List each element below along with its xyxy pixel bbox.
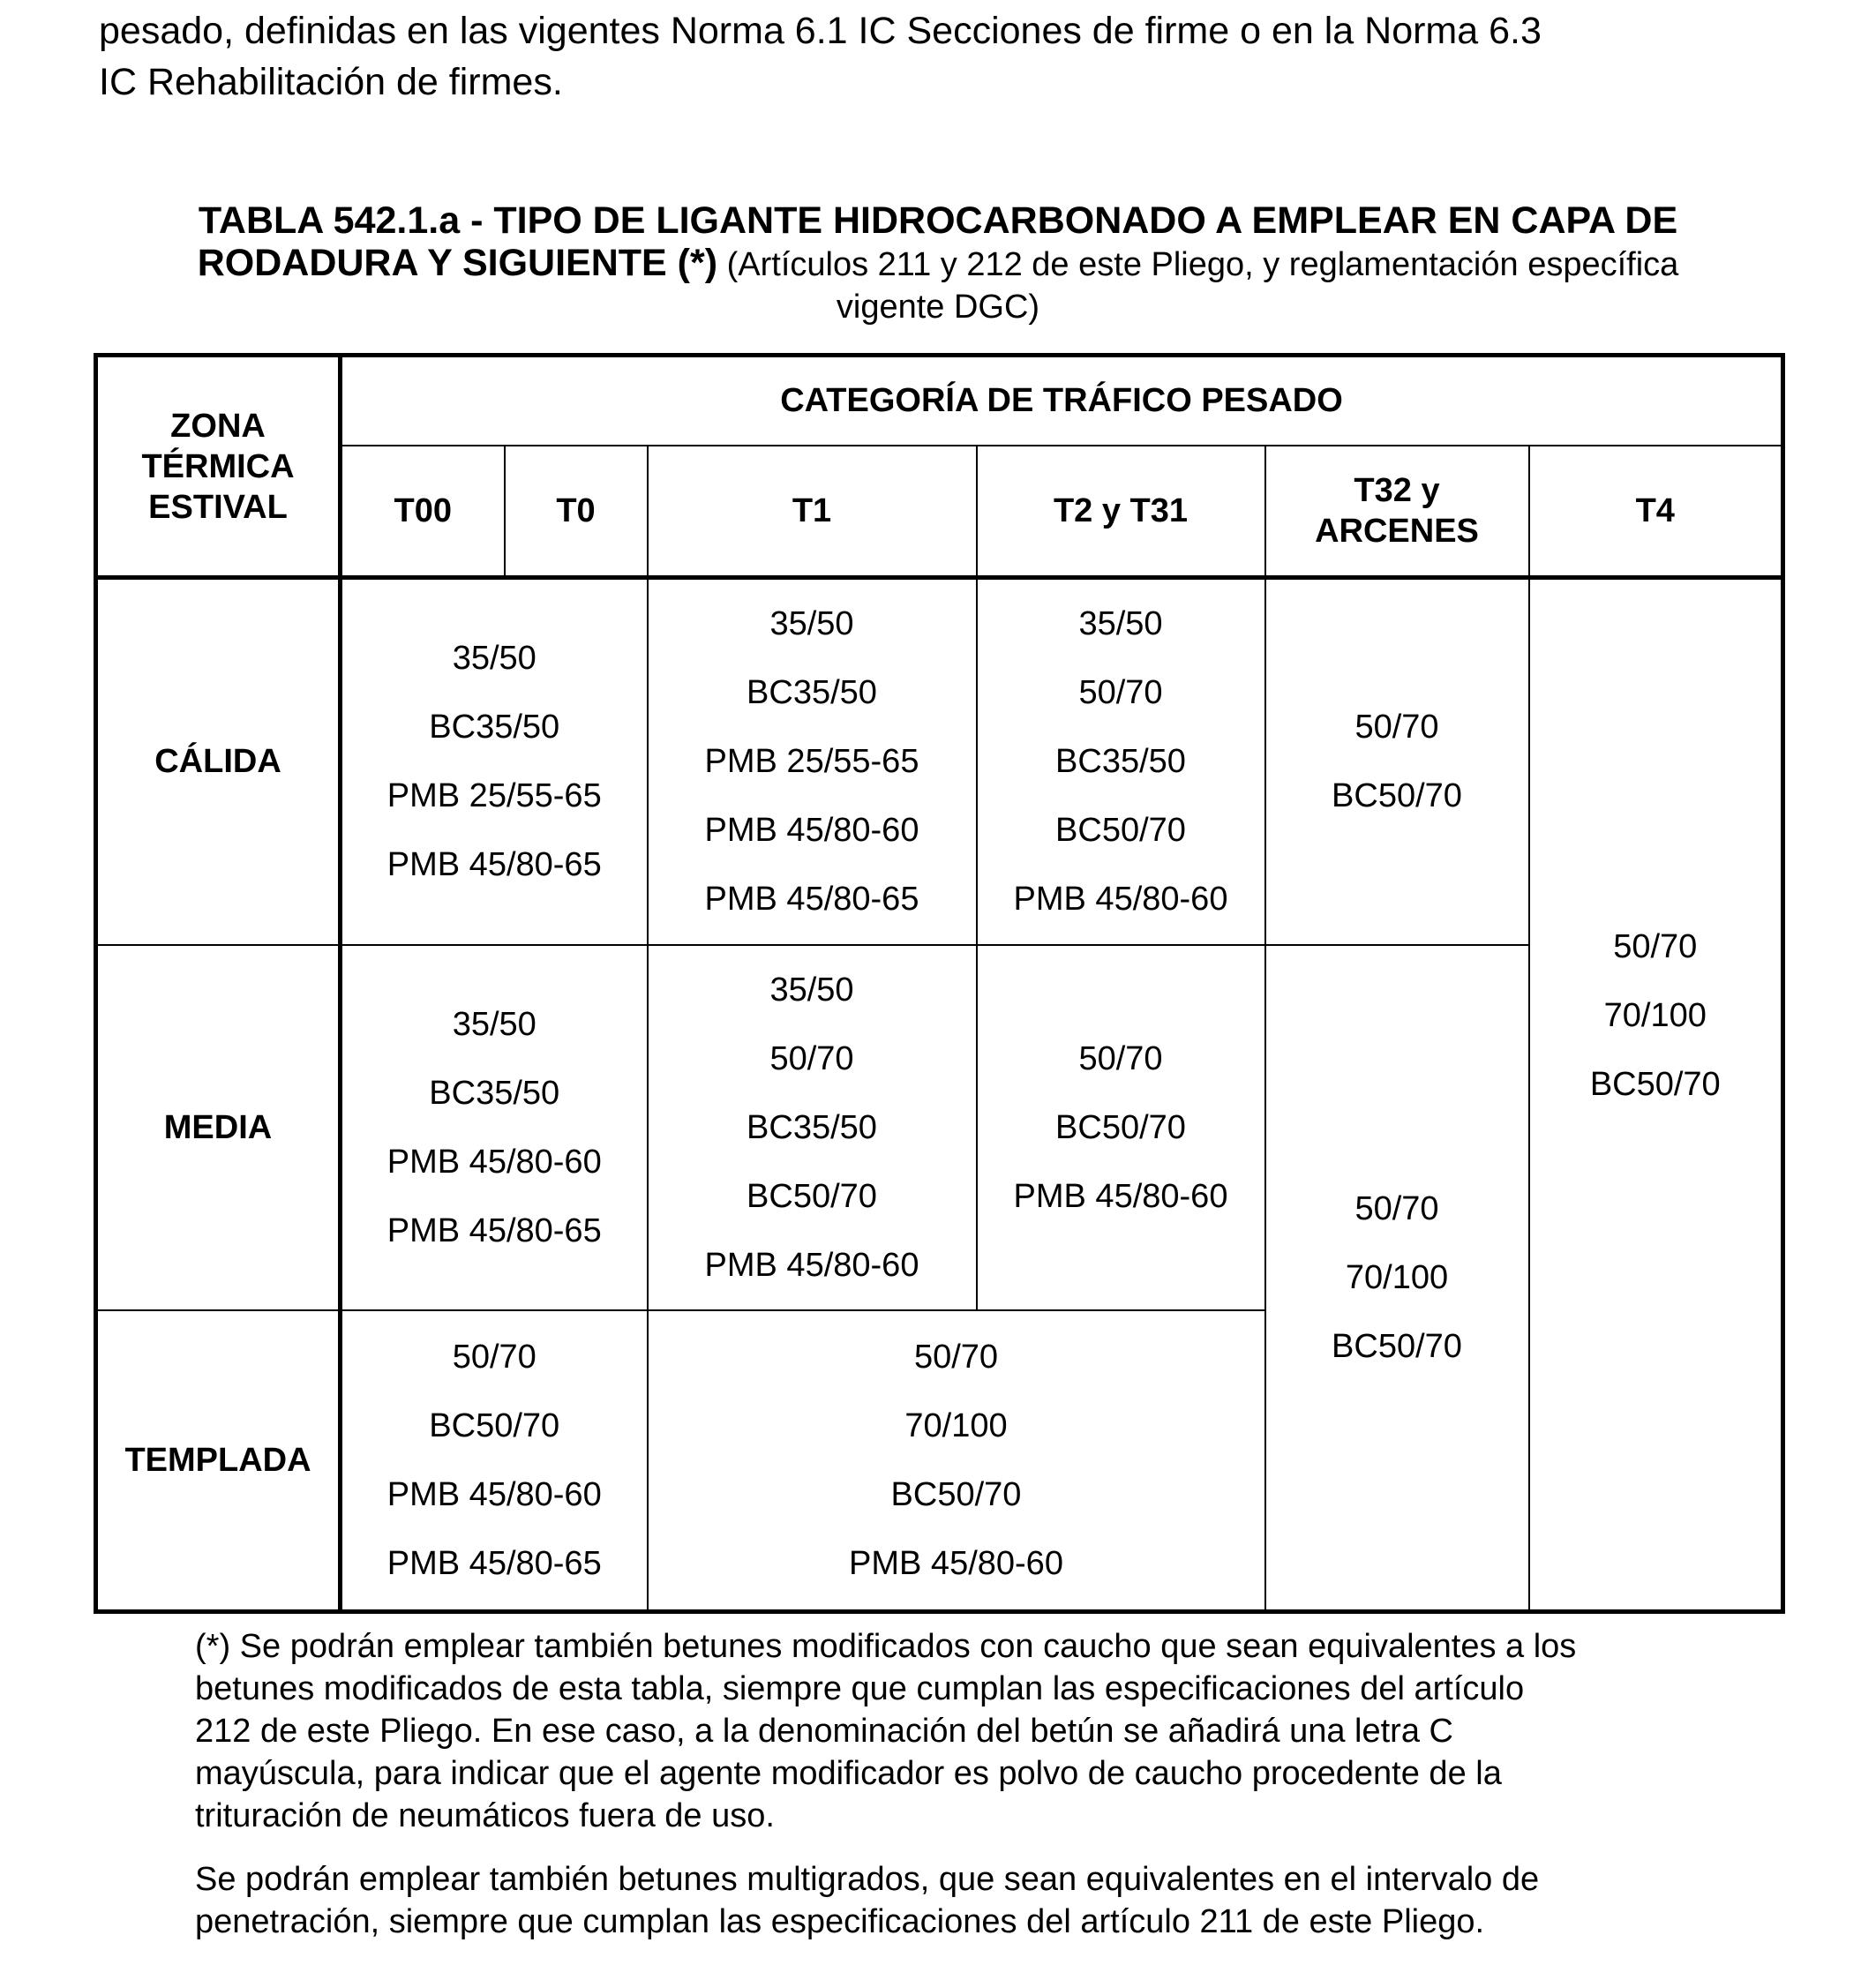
- note-line: mayúscula, para indicar que el agente modificador es polvo de caucho procedente de la: [195, 1755, 1502, 1792]
- binder-value: 35/50: [769, 971, 854, 1009]
- binder-value: 35/50: [452, 1005, 537, 1043]
- t4-spacer: [1530, 1119, 1782, 1278]
- binder-value: 50/70: [913, 1338, 999, 1376]
- binder-value: 50/70: [1354, 1189, 1439, 1227]
- note-line: penetración, siempre que cumplan las especificaciones del artículo 211 de este Pliego.: [195, 1903, 1485, 1940]
- binder-value: PMB 45/80-60: [1013, 881, 1228, 919]
- col-header-line: T32 y: [1354, 471, 1440, 509]
- intro-line: pesado, definidas en las vigentes Norma 6.1 IC Secciones de firme o en la Norma 6.3: [99, 10, 1542, 52]
- binder-value: BC50/70: [1332, 1327, 1462, 1365]
- binder-value: 50/70: [1354, 709, 1439, 746]
- cell-templada-t00-t0: [341, 1310, 648, 1612]
- binder-value: PMB 45/80-60: [704, 812, 919, 850]
- binder-value: BC35/50: [429, 1074, 560, 1112]
- note-multigrade: [163, 1858, 1700, 1943]
- cell-calida-t1: [648, 578, 977, 945]
- col-header-t1: T1: [648, 446, 977, 578]
- binder-value: 50/70: [1078, 674, 1163, 712]
- binder-value: PMB 45/80-65: [386, 1544, 602, 1582]
- category-header-cell: CATEGORÍA DE TRÁFICO PESADO: [341, 356, 1783, 446]
- binder-value: PMB 45/80-60: [386, 1475, 602, 1513]
- caption-line-3: vigente DGC): [836, 289, 1040, 326]
- caption-line-2: [99, 242, 1777, 286]
- zone-header-line: TÉRMICA: [141, 447, 295, 485]
- table-caption: [99, 199, 1777, 328]
- binder-value: 70/100: [1603, 996, 1707, 1034]
- note-line: (*) Se podrán emplear también betunes modificados con caucho que sean equivalentes a los: [195, 1628, 1577, 1665]
- binder-value: BC50/70: [890, 1475, 1022, 1513]
- cell-calida-t00-t0: [341, 578, 648, 945]
- col-header-t0: T0: [505, 446, 648, 578]
- caption-bold-part: RODADURA Y SIGUIENTE (*): [197, 242, 718, 284]
- binder-value: PMB 45/80-60: [386, 1143, 602, 1181]
- zone-calida: CÁLIDA: [96, 578, 341, 945]
- zone-header-line: ESTIVAL: [148, 488, 288, 526]
- binder-type-table: [94, 353, 1785, 1614]
- binder-value: 35/50: [1078, 605, 1163, 643]
- binder-value: BC35/50: [747, 1108, 877, 1146]
- cell-templada-t1-t2-t31: [648, 1310, 1265, 1612]
- table-notes: [163, 1625, 1700, 1943]
- binder-value: BC35/50: [747, 674, 877, 712]
- binder-value: PMB 25/55-65: [386, 777, 602, 815]
- binder-value: BC50/70: [1332, 777, 1462, 815]
- binder-value: 50/70: [769, 1039, 854, 1077]
- col-header-t32-arcenes: [1265, 446, 1529, 578]
- col-header-t2-t31: T2 y T31: [977, 446, 1265, 578]
- binder-value: BC50/70: [747, 1177, 877, 1215]
- cell-t4-all-zones: [1529, 578, 1783, 1612]
- cell-media-t1: [648, 945, 977, 1310]
- binder-value: 50/70: [452, 1338, 537, 1376]
- binder-value: BC50/70: [429, 1406, 560, 1444]
- binder-value: BC50/70: [1055, 1108, 1186, 1146]
- cell-calida-t32: [1265, 578, 1529, 945]
- binder-value: PMB 45/80-65: [386, 1211, 602, 1249]
- intro-line: IC Rehabilitación de firmes.: [99, 61, 563, 103]
- zone-media: MEDIA: [96, 945, 341, 1310]
- binder-value: PMB 45/80-65: [386, 846, 602, 884]
- cell-calida-t2-t31: [977, 578, 1265, 945]
- binder-value: 50/70: [1078, 1039, 1163, 1077]
- binder-value: 35/50: [452, 640, 537, 678]
- cell-media-t00-t0: [341, 945, 648, 1310]
- binder-value: BC35/50: [1055, 743, 1186, 781]
- binder-value: BC35/50: [429, 709, 560, 746]
- col-header-t00: T00: [341, 446, 505, 578]
- binder-value: PMB 45/80-60: [849, 1544, 1063, 1582]
- binder-value: PMB 45/80-65: [704, 881, 919, 919]
- caption-bold-line: TABLA 542.1.a - TIPO DE LIGANTE HIDROCARBONADO A EMPLEAR EN CAPA DE: [198, 199, 1678, 242]
- note-line: 212 de este Pliego. En ese caso, a la denominación del betún se añadirá una letra C: [195, 1713, 1453, 1750]
- col-header-line: ARCENES: [1315, 512, 1479, 550]
- zone-header-line: ZONA: [170, 407, 266, 445]
- binder-value: BC50/70: [1589, 1065, 1721, 1103]
- note-line: betunes modificados de esta tabla, siempre que cumplan las especificaciones del artículo: [195, 1670, 1525, 1707]
- col-header-t32-text: [1266, 470, 1528, 551]
- binder-value: 70/100: [904, 1406, 1008, 1444]
- binder-value: 35/50: [769, 605, 854, 643]
- intro-paragraph: [99, 5, 1784, 108]
- binder-value: PMB 45/80-60: [1013, 1177, 1228, 1215]
- cell-media-templada-t32: [1265, 945, 1529, 1612]
- note-line: Se podrán emplear también betunes multigrados, que sean equivalentes en el intervalo de: [195, 1861, 1540, 1898]
- col-header-t4: T4: [1529, 446, 1783, 578]
- binder-value: 50/70: [1613, 927, 1698, 965]
- note-rubber-modified: [163, 1625, 1700, 1837]
- binder-value: 70/100: [1345, 1258, 1449, 1296]
- zone-header-text: [98, 406, 338, 528]
- zone-header-cell: [96, 356, 341, 578]
- caption-normal-part: (Artículos 211 y 212 de este Pliego, y reglamentación específica: [717, 246, 1679, 283]
- binder-value: PMB 45/80-60: [704, 1246, 919, 1284]
- binder-value: BC50/70: [1055, 812, 1186, 850]
- cell-media-t2-t31: [977, 945, 1265, 1310]
- binder-value: PMB 25/55-65: [704, 743, 919, 781]
- note-line: trituración de neumáticos fuera de uso.: [195, 1797, 775, 1834]
- zone-templada: TEMPLADA: [96, 1310, 341, 1612]
